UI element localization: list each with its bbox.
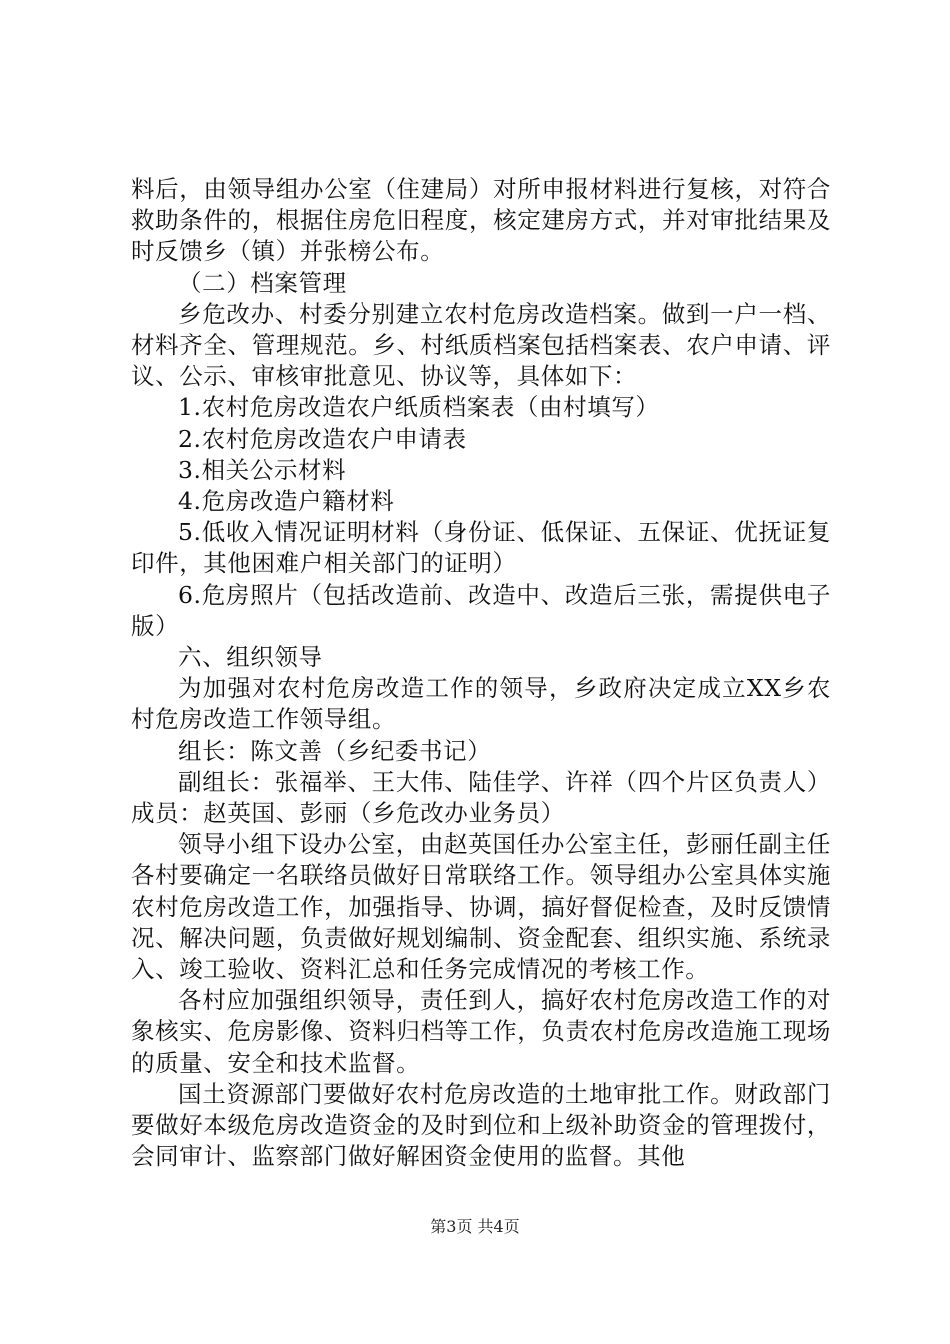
- paragraph-deputy-leaders: 副组长：张福举、王大伟、陆佳学、许祥（四个片区负责人）成员：赵英国、彭丽（乡危改办业务员）: [131, 767, 831, 828]
- list-item-1: 1.农村危房改造农户纸质档案表（由村填写）: [178, 393, 660, 422]
- list-item-4: 4.危房改造户籍材料: [178, 487, 395, 516]
- paragraph-office: 领导小组下设办公室，由赵英国任办公室主任，彭丽任副主任各村要确定一名联络员做好日常联络工作。领导组办公室具体实施农村危房改造工作，加强指导、协调，搞好督促检查，及时反馈情况、解决问题，负责做好规划编制、资金配套、组织实施、系统录入、竣工验收、资料汇总和任务完成情况的考核工作。: [131, 830, 831, 984]
- list-item-3: 3.相关公示材料: [178, 455, 347, 484]
- paragraph-departments: 国土资源部门要做好农村危房改造的土地审批工作。财政部门要做好本级危房改造资金的及时到位和上级补助资金的管理拨付，会同审计、监察部门做好解困资金使用的监督。其他: [131, 1079, 831, 1171]
- paragraph-leadership-group: 为加强对农村危房改造工作的领导，乡政府决定成立XX乡农村危房改造工作领导组。: [131, 674, 831, 734]
- paragraph-villages: 各村应加强组织领导，责任到人，搞好农村危房改造工作的对象核实、危房影像、资料归档等工作，负责农村危房改造施工现场的质量、安全和技术监督。: [131, 986, 831, 1077]
- section-heading-archive-management: （二）档案管理: [178, 268, 347, 297]
- page-number-footer: 第3页 共4页: [430, 1217, 520, 1236]
- section-heading-organization: 六、组织领导: [178, 643, 323, 672]
- paragraph-group-leader: 组长：陈文善（乡纪委书记）: [178, 736, 492, 765]
- paragraph-continuation: 料后，由领导组办公室（住建局）对所申报材料进行复核，对符合救助条件的，根据住房危旧程度，核定建房方式，并对审批结果及时反馈乡（镇）并张榜公布。: [131, 175, 831, 266]
- list-item-6: 6.危房照片（包括改造前、改造中、改造后三张，需提供电子版）: [131, 580, 831, 640]
- paragraph-archive-intro: 乡危改办、村委分别建立农村危房改造档案。做到一户一档、材料齐全、管理规范。乡、村纸质档案包括档案表、农户申请、评议、公示、审核审批意见、协议等，具体如下：: [131, 299, 831, 391]
- list-item-2: 2.农村危房改造农户申请表: [178, 424, 467, 453]
- list-item-5: 5.低收入情况证明材料（身份证、低保证、五保证、优抚证复印件，其他困难户相关部门的证明）: [131, 518, 831, 578]
- document-body: [131, 174, 831, 1173]
